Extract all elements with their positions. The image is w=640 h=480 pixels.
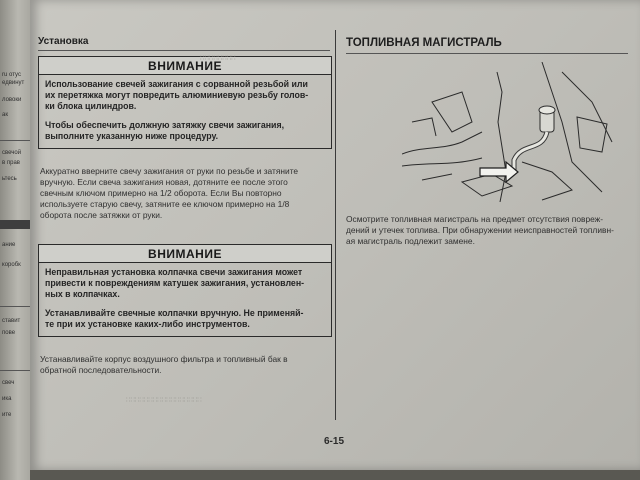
text-line: Неправильная установка колпачка свечи зажигания может xyxy=(45,267,303,277)
prev-page-text: в прав xyxy=(2,160,20,166)
text-line: Аккуратно вверните свечу зажигания от руки по резьбе и затяните xyxy=(40,166,299,176)
section-title: Установка xyxy=(38,36,330,51)
text-line: ных в колпачках. xyxy=(45,289,120,299)
previous-page-edge xyxy=(0,0,30,480)
prev-page-text: коробк xyxy=(2,262,21,268)
prev-page-rule xyxy=(0,370,30,371)
illustration-caption xyxy=(346,214,631,247)
prev-page-text: пове xyxy=(2,330,16,336)
warning-box xyxy=(38,56,332,149)
text-line: оборота после затяжки от руки. xyxy=(40,210,163,220)
text-line: Использование свечей зажигания с сорванной резьбой или xyxy=(45,79,308,89)
warning-body xyxy=(39,75,331,148)
text-line: привести к повреждениям катушек зажигания, установлен- xyxy=(45,278,305,288)
prev-page-heading-bar xyxy=(0,220,30,229)
text-line: обратной последовательности. xyxy=(40,365,162,375)
text-line: выполните указанную ниже процедуру. xyxy=(45,131,219,141)
page-number: 6-15 xyxy=(324,436,345,447)
bleed-through-text: ∷∷∷∷∷∷∷∷ xyxy=(200,55,236,62)
text-line: Устанавливайте корпус воздушного фильтра и топливный бак в xyxy=(40,354,288,364)
warning-paragraph xyxy=(45,79,325,112)
text-line: вручную. Если свеча зажигания новая, дотяните ее после этого xyxy=(40,177,288,187)
warning-box xyxy=(38,244,332,337)
title-underline xyxy=(346,53,628,54)
warning-paragraph xyxy=(45,120,325,142)
text-line: их перетяжка могут повредить алюминиевую резьбу голов- xyxy=(45,90,309,100)
prev-page-text: ика xyxy=(2,396,12,402)
text-line: те при их установке каких-либо инструментов. xyxy=(45,319,250,329)
text-line: ки блока цилиндров. xyxy=(45,101,137,111)
prev-page-text: ставит xyxy=(2,318,21,324)
bleed-through-text: ∷∷∷∷∷∷∷∷∷∷∷∷∷∷∷∷∷ xyxy=(126,397,202,404)
text-line: свечным ключом примерно на 1/2 оборота. Если Вы повторно xyxy=(40,188,282,198)
warning-heading: ВНИМАНИЕ xyxy=(39,245,331,263)
prev-page-rule xyxy=(0,306,30,307)
section-title: ТОПЛИВНАЯ МАГИСТРАЛЬ xyxy=(346,37,502,49)
body-paragraph xyxy=(40,166,330,221)
text-line: Осмотрите топливная магистраль на предмет отсутствия повреж- xyxy=(346,214,604,224)
prev-page-text: ьтесь xyxy=(2,176,17,182)
text-line: используете старую свечу, затяните ее ключом примерно на 1/8 xyxy=(40,199,290,209)
prev-page-text: ите xyxy=(2,412,12,418)
prev-page-text: свечой xyxy=(2,150,22,156)
prev-page-text: ание xyxy=(2,242,16,248)
prev-page-text: свеч xyxy=(2,380,15,386)
text-line: ая магистраль подлежит замене. xyxy=(346,236,475,246)
warning-body xyxy=(39,263,331,336)
prev-page-text: ак xyxy=(2,112,8,118)
column-divider xyxy=(335,30,336,420)
prev-page-text: ru отус xyxy=(2,72,21,78)
warning-paragraph xyxy=(45,308,325,330)
manual-page xyxy=(30,0,640,470)
text-line: Чтобы обеспечить должную затяжку свечи зажигания, xyxy=(45,120,285,130)
warning-paragraph xyxy=(45,267,325,300)
fuel-line-illustration xyxy=(402,62,614,202)
body-paragraph xyxy=(40,354,330,376)
warning-heading: ВНИМАНИЕ xyxy=(39,57,331,75)
prev-page-text: ловоки xyxy=(2,97,22,103)
text-line: Устанавливайте свечные колпачки вручную. Не применяй- xyxy=(45,308,304,318)
prev-page-rule xyxy=(0,140,30,141)
text-line: дений и утечек топлива. При обнаружении неисправностей топливн- xyxy=(346,225,614,235)
prev-page-text: едвинут xyxy=(2,80,25,86)
